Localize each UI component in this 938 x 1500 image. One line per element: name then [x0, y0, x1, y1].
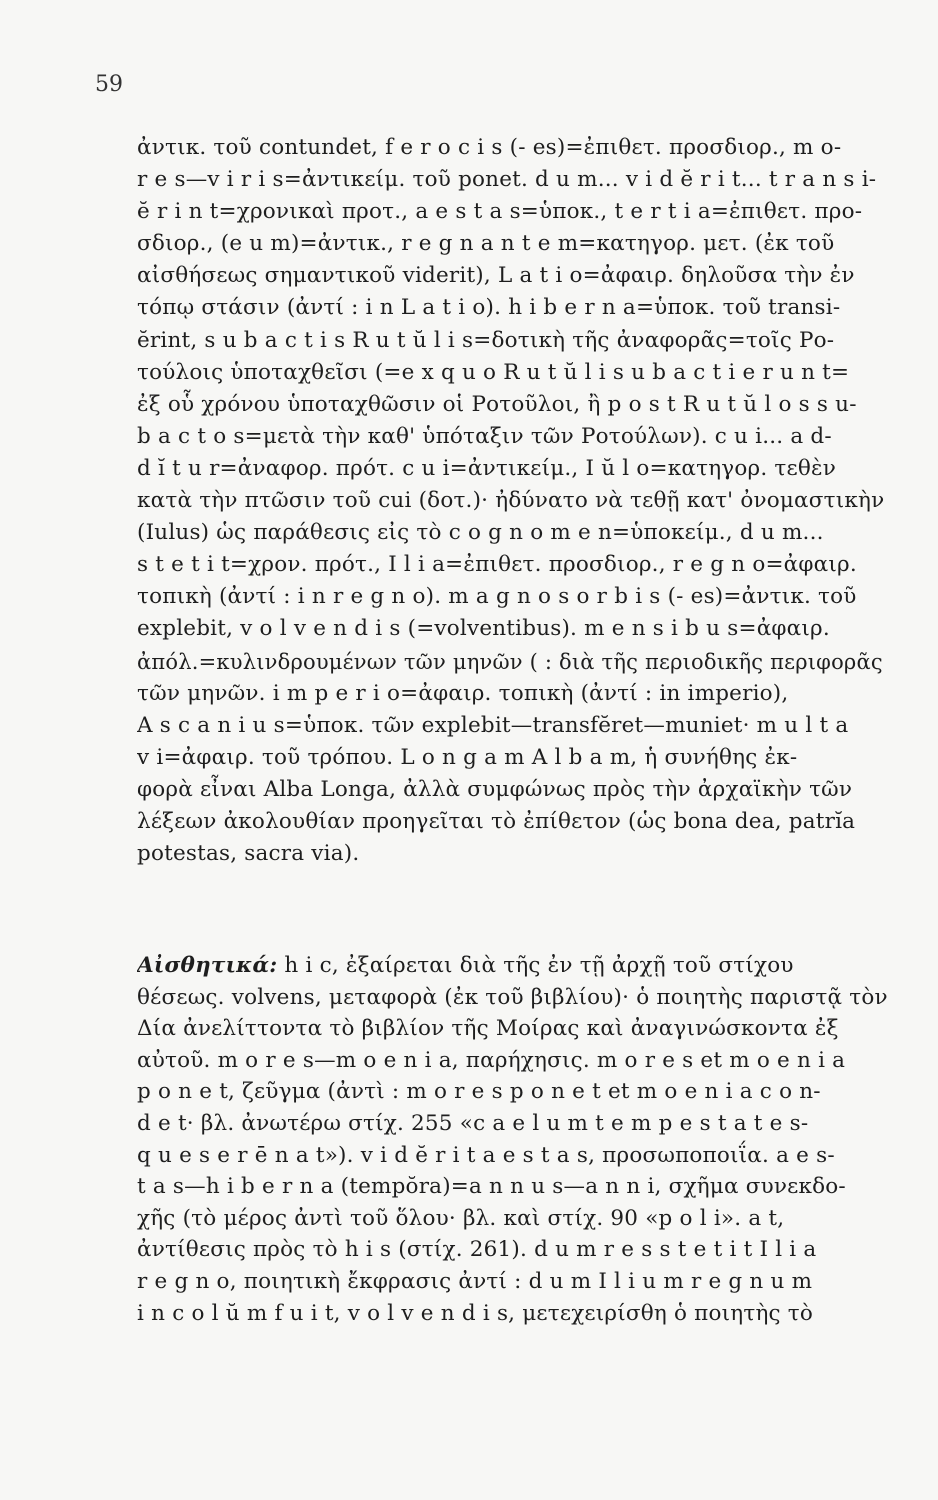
text-line: t a s—h i b e r n a (tempŏra)=a n n u s—a n n i, σχῆμα συνεκδο- [137, 1174, 846, 1200]
text-line: b a c t o s=μετὰ τὴν καθ' ὑπόταξιν τῶν Ροτούλων). c u i... a d- [137, 423, 832, 449]
text-line: χῆς (τὸ μέρος ἀντὶ τοῦ ὅλου· βλ. καὶ στίχ. 90 «p o l i». a t, [137, 1205, 785, 1231]
text-line: τοπικὴ (ἀντί : i n r e g n o). m a g n o s o r b i s (- es)=ἀντικ. τοῦ [137, 584, 857, 610]
text-line: ἀντικ. τοῦ contundet, f e r o c i s (- es)=ἐπιθετ. προσδιορ., m o- [137, 135, 842, 160]
page-number: 59 [95, 72, 123, 97]
text-line: τόπῳ στάσιν (ἀντί : i n L a t i o). h i b e r n a=ὑποκ. τοῦ transi- [137, 295, 841, 321]
grammatical-commentary [137, 132, 899, 870]
text-line: p o n e t, ζεῦγμα (ἀντὶ : m o r e s p o n e t et m o e n i a c o n- [137, 1079, 821, 1105]
text-line: d ĭ t u r=ἀναφορ. πρότ. c u i=ἀντικείμ., I ŭ l o=κατηγορ. τεθὲν [137, 455, 836, 481]
text-line: ἐξ οὗ χρόνου ὑποταχθῶσιν οἱ Ροτοῦλοι, ἢ p o s t R u t ŭ l o s s u- [137, 391, 857, 417]
heading-continuation: h i c, ἐξαίρεται διὰ τῆς ἐν τῇ ἀρχῇ τοῦ στίχου [277, 953, 794, 978]
text-line: σδιορ., (e u m)=ἀντικ., r e g n a n t e m=κατηγορ. μετ. (ἐκ τοῦ [137, 231, 835, 257]
text-line: (Iulus) ὡς παράθεσις εἰς τὸ c o g n o m e n=ὑποκείμ., d u m... [137, 520, 824, 546]
text-line: v i=ἀφαιρ. τοῦ τρόπου. L o n g a m A l b a m, ἡ συνήθης ἐκ- [137, 744, 798, 770]
text-line: αὐτοῦ. m o r e s—m o e n i a, παρήχησις. m o r e s et m o e n i a [137, 1047, 846, 1073]
text-line: s t e t i t=χρον. πρότ., I l i a=ἐπιθετ. προσδιορ., r e g n o=ἀφαιρ. [137, 552, 857, 578]
text-line: ĕrint, s u b a c t i s R u t ŭ l i s=δοτικὴ τῆς ἀναφορᾶς=τοῖς Ρο- [137, 327, 835, 353]
section-first-line [137, 950, 899, 982]
text-line: κατὰ τὴν πτῶσιν τοῦ cui (δοτ.)· ἠδύνατο νὰ τεθῇ κατ' ὀνομαστικὴν [137, 488, 885, 514]
text-line: explebit, v o l v e n d i s (=volventibus). m e n s i b u s=ἀφαιρ. [137, 616, 830, 642]
text-line: θέσεως. volvens, μεταφορὰ (ἐκ τοῦ βιβλίου)· ὁ ποιητὴς παριστᾷ τὸν [137, 984, 888, 1010]
text-line: τούλοις ὑποταχθεῖσι (=e x q u o R u t ŭ l i s u b a c t i e r u n t= [137, 359, 850, 385]
text-line: αἰσθήσεως σημαντικοῦ viderit), L a t i o=ἀφαιρ. δηλοῦσα τὴν ἐν [137, 263, 855, 289]
text-line: r e g n o, ποιητικὴ ἔκφρασις ἀντί : d u m I l i u m r e g n u m [137, 1268, 813, 1294]
section-heading: Αἰσθητικά: [137, 953, 278, 978]
text-line: q u e s e r ē n a t»). v i d ĕ r i t a e s t a s, προσωποποιΐα. a e s- [137, 1142, 835, 1168]
text-line: potestas, sacra via). [137, 841, 360, 867]
text-line: τῶν μηνῶν. i m p e r i o=ἀφαιρ. τοπικὴ (ἀντί : in imperio), [137, 680, 789, 706]
text-line: A s c a n i u s=ὑποκ. τῶν explebit—transfĕret—muniet· m u l t a [137, 712, 849, 738]
text-line: d e t· βλ. ἀνωτέρω στίχ. 255 «c a e l u m t e m p e s t a t e s- [137, 1110, 809, 1136]
aesthetics-section [137, 950, 899, 1329]
text-line: λέξεων ἀκολουθίαν προηγεῖται τὸ ἐπίθετον (ὡς bona dea, patrĭa [137, 808, 856, 834]
text-line: φορὰ εἶναι Alba Longa, ἀλλὰ συμφώνως πρὸς τὴν ἀρχαϊκὴν τῶν [137, 776, 853, 802]
text-line: ĕ r i n t=χρονικαὶ προτ., a e s t a s=ὑποκ., t e r t i a=ἐπιθετ. προ- [137, 199, 863, 225]
text-line: i n c o l ŭ m f u i t, v o l v e n d i s, μετεχειρίσθη ὁ ποιητὴς τὸ [137, 1300, 814, 1326]
text-line: r e s—v i r i s=ἀντικείμ. τοῦ ponet. d u m... v i d ĕ r i t... t r a n s i- [137, 167, 877, 193]
text-line: ἀντίθεσις πρὸς τὸ h i s (στίχ. 261). d u m r e s s t e t i t I l i a [137, 1237, 817, 1263]
text-line: Δία ἀνελίττοντα τὸ βιβλίον τῆς Μοίρας καὶ ἀναγινώσκοντα ἐξ [137, 1016, 839, 1042]
text-line: ἀπόλ.=κυλινδρουμένων τῶν μηνῶν ( : διὰ τῆς περιοδικῆς περιφορᾶς [137, 649, 883, 674]
